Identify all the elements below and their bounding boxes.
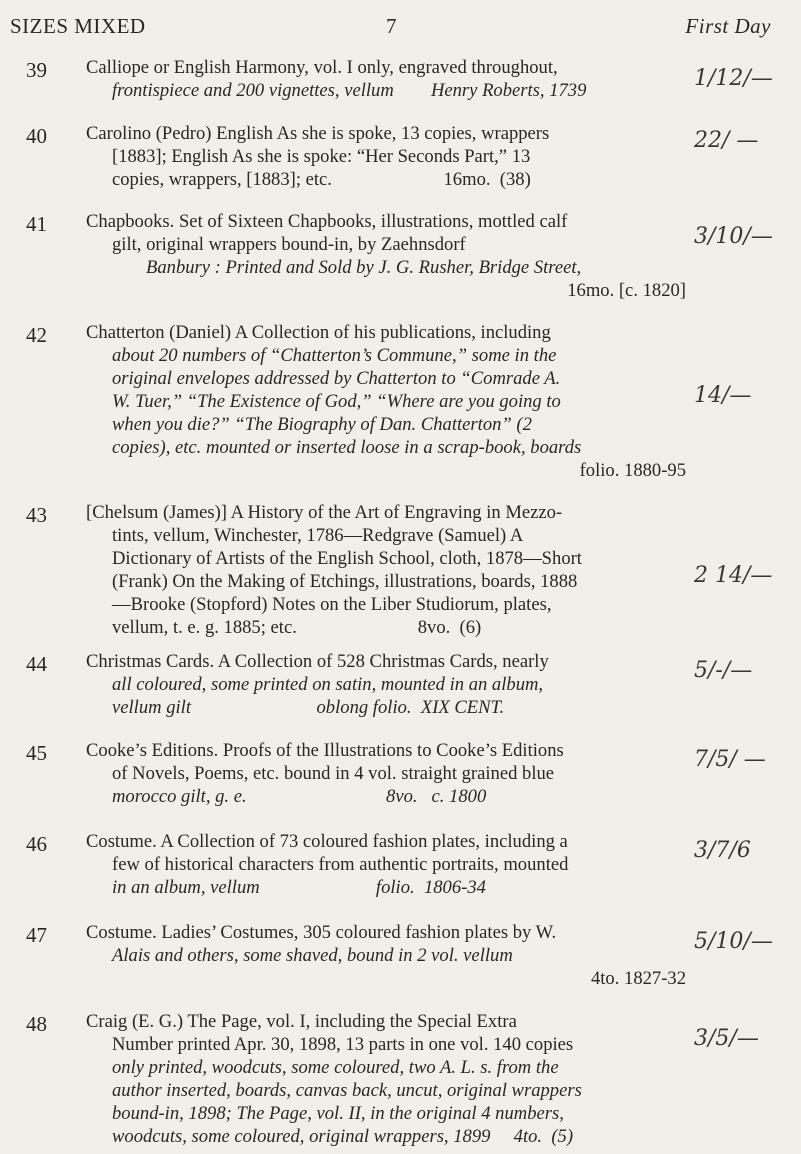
lot-line: tints, vellum, Winchester, 1786—Redgrave (Samuel) A xyxy=(112,525,524,546)
lot-description xyxy=(86,56,686,102)
lot-description xyxy=(86,739,686,808)
lot-line: Craig (E. G.) The Page, vol. I, including the Special Extra xyxy=(86,1011,517,1032)
lot-line: of Novels, Poems, etc. bound in 4 vol. straight grained blue xyxy=(112,763,555,784)
lot-line: only printed, woodcuts, some coloured, two A. L. s. from the xyxy=(112,1057,559,1078)
page-number: 7 xyxy=(386,14,397,38)
price-annotation: 1/12/— xyxy=(694,66,773,91)
lot-line: folio. 1880-95 xyxy=(579,460,686,481)
lot-line: Carolino (Pedro) English As she is spoke, 13 copies, wrappers xyxy=(86,123,550,144)
lot-line: W. Tuer,” “The Existence of God,” “Where are you going to xyxy=(112,391,561,412)
lot-line: original envelopes addressed by Chatterton to “Comrade A. xyxy=(112,368,561,389)
lot-line: bound-in, 1898; The Page, vol. II, in the original 4 numbers, xyxy=(112,1103,564,1124)
lot-line: author inserted, boards, canvas back, uncut, original wrappers xyxy=(112,1080,582,1101)
lot-number: 45 xyxy=(26,741,47,765)
lot-line: Calliope or English Harmony, vol. I only, engraved throughout, xyxy=(86,57,558,78)
price-annotation: 5/10/— xyxy=(694,929,773,954)
price-annotation: 2 14/— xyxy=(694,563,773,588)
lot-number: 48 xyxy=(26,1012,47,1036)
lot-number: 42 xyxy=(26,323,47,347)
lot-number: 39 xyxy=(26,58,47,82)
lot-line: about 20 numbers of “Chatterton’s Commune,” some in the xyxy=(112,345,557,366)
lot-description xyxy=(86,122,686,191)
header-left: SIZES MIXED xyxy=(10,14,146,38)
lot-line: Cooke’s Editions. Proofs of the Illustrations to Cooke’s Editions xyxy=(86,740,564,761)
lot-line: Christmas Cards. A Collection of 528 Christmas Cards, nearly xyxy=(86,651,549,672)
lot-number: 41 xyxy=(26,212,47,236)
price-annotation: 3/10/— xyxy=(694,224,773,249)
lot-line: Chapbooks. Set of Sixteen Chapbooks, illustrations, mottled calf xyxy=(86,211,568,232)
lot-line: frontispiece and 200 vignettes, vellum Henry Roberts, 1739 xyxy=(112,80,587,101)
lot-number: 47 xyxy=(26,923,47,947)
header-right: First Day xyxy=(685,14,771,38)
lot-line: [Chelsum (James)] A History of the Art of Engraving in Mezzo- xyxy=(86,502,563,523)
lot-description xyxy=(86,501,686,639)
lot-line: all coloured, some printed on satin, mounted in an album, xyxy=(112,674,544,695)
lot-line: vellum gilt oblong folio. XIX CENT. xyxy=(112,697,505,718)
price-annotation: 5/-/— xyxy=(694,658,753,683)
lot-line: gilt, original wrappers bound-in, by Zaehnsdorf xyxy=(112,234,466,255)
page-header xyxy=(10,14,771,44)
lot-description xyxy=(86,921,686,990)
lot-description xyxy=(86,650,686,719)
lot-line: [1883]; English As she is spoke: “Her Seconds Part,” 13 xyxy=(112,146,531,167)
lot-description xyxy=(86,210,686,302)
lot-line: Chatterton (Daniel) A Collection of his publications, including xyxy=(86,322,551,343)
lot-description xyxy=(86,1010,686,1148)
lot-number: 43 xyxy=(26,503,47,527)
lot-line: 16mo. [c. 1820] xyxy=(567,280,686,301)
lot-line: vellum, t. e. g. 1885; etc. 8vo. (6) xyxy=(112,617,482,638)
price-annotation: 3/5/— xyxy=(694,1026,759,1051)
lot-description xyxy=(86,830,686,899)
lot-line: morocco gilt, g. e. 8vo. c. 1800 xyxy=(112,786,487,807)
price-annotation: 3/7/6 xyxy=(694,838,751,863)
lot-line: copies), etc. mounted or inserted loose in a scrap-book, boards xyxy=(112,437,582,458)
lot-line: Costume. A Collection of 73 coloured fashion plates, including a xyxy=(86,831,568,852)
lot-line: in an album, vellum folio. 1806-34 xyxy=(112,877,486,898)
price-annotation: 22/ — xyxy=(694,128,759,153)
price-annotation: 7/5/ — xyxy=(694,747,766,772)
lot-line: 4to. 1827-32 xyxy=(590,968,686,989)
lot-line: —Brooke (Stopford) Notes on the Liber Studiorum, plates, xyxy=(112,594,552,615)
lot-description xyxy=(86,321,686,482)
lot-line: (Frank) On the Making of Etchings, illustrations, boards, 1888 xyxy=(112,571,578,592)
lot-line: when you die?” “The Biography of Dan. Chatterton” (2 xyxy=(112,414,532,435)
lot-number: 44 xyxy=(26,652,47,676)
lot-line: Dictionary of Artists of the English School, cloth, 1878—Short xyxy=(112,548,582,569)
lot-line: Number printed Apr. 30, 1898, 13 parts in one vol. 140 copies xyxy=(112,1034,574,1055)
lot-line: copies, wrappers, [1883]; etc. 16mo. (38) xyxy=(112,169,531,190)
lot-number: 40 xyxy=(26,124,47,148)
lot-line: woodcuts, some coloured, original wrappers, 1899 4to. (5) xyxy=(112,1126,574,1147)
price-annotation: 14/— xyxy=(694,383,752,408)
lot-line: Costume. Ladies’ Costumes, 305 coloured fashion plates by W. xyxy=(86,922,557,943)
lot-line: few of historical characters from authentic portraits, mounted xyxy=(112,854,569,875)
lot-line: Alais and others, some shaved, bound in 2 vol. vellum xyxy=(112,945,513,966)
lot-number: 46 xyxy=(26,832,47,856)
lot-line: Banbury : Printed and Sold by J. G. Rusher, Bridge Street, xyxy=(146,257,582,278)
